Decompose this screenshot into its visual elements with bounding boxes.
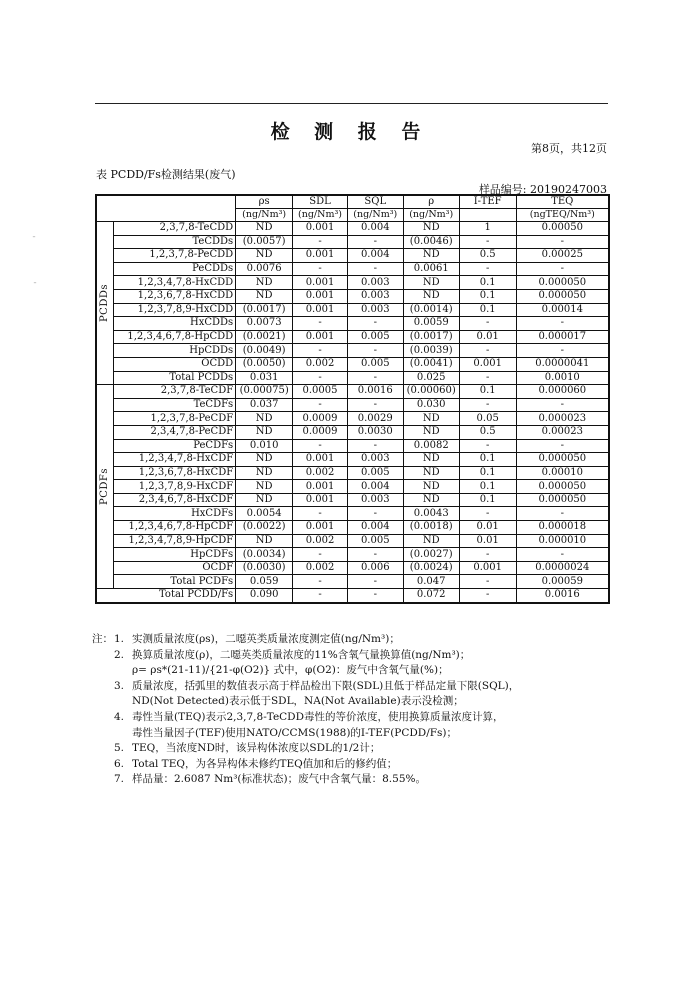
cell-itef: 0.1 <box>459 385 516 399</box>
cell-rho-s: ND <box>236 493 293 507</box>
cell-rho: (0.00060) <box>403 385 459 399</box>
cell-rho-s: 0.010 <box>236 439 293 453</box>
cell-sql: - <box>347 507 403 521</box>
cell-rho-s: ND <box>236 480 293 494</box>
header-rho-s: ρs <box>236 195 293 209</box>
cell-teq: - <box>516 262 609 276</box>
cell-sdl: - <box>293 317 348 331</box>
compound-name: 1,2,3,7,8-PeCDD <box>113 249 235 263</box>
cell-teq: - <box>516 235 609 249</box>
compound-name: 2,3,7,8-TeCDD <box>113 222 235 236</box>
cell-rho: (0.0039) <box>403 344 459 358</box>
compound-name: PeCDFs <box>113 439 235 453</box>
cell-rho: ND <box>403 466 459 480</box>
pcdd-pcdf-results-table <box>95 194 610 604</box>
table-row <box>96 249 609 263</box>
compound-name: 1,2,3,6,7,8-HxCDD <box>113 289 235 303</box>
cell-sdl: 0.001 <box>293 289 348 303</box>
compound-name: 1,2,3,4,7,8-HxCDD <box>113 276 235 290</box>
group-label <box>96 385 113 589</box>
cell-teq: 0.000017 <box>516 330 609 344</box>
table-row <box>96 507 609 521</box>
table-row <box>96 548 609 562</box>
cell-rho: 0.0061 <box>403 262 459 276</box>
table-row <box>96 385 609 399</box>
cell-rho-s: ND <box>236 534 293 548</box>
unit-sql: (ng/Nm³) <box>347 209 403 222</box>
report-title: 检 测 报 告 <box>270 121 430 143</box>
cell-rho-s: ND <box>236 412 293 426</box>
table-row <box>96 317 609 331</box>
cell-rho: (0.0041) <box>403 357 459 371</box>
note-number: 6. <box>114 757 125 770</box>
cell-sdl: 0.001 <box>293 249 348 263</box>
table-row <box>96 425 609 439</box>
cell-itef: 0.001 <box>459 561 516 575</box>
cell-rho-s: 0.037 <box>236 398 293 412</box>
cell-itef: - <box>459 398 516 412</box>
cell-sql: 0.003 <box>347 303 403 317</box>
note-number: 2. <box>114 648 125 661</box>
compound-name: 1,2,3,4,6,7,8-HpCDD <box>113 330 235 344</box>
cell-teq: 0.0000041 <box>516 357 609 371</box>
cell-sql: 0.0029 <box>347 412 403 426</box>
cell-itef: 0.5 <box>459 425 516 439</box>
header-sql: SQL <box>347 195 403 209</box>
cell-sql: 0.004 <box>347 249 403 263</box>
cell-teq: 0.00059 <box>516 575 609 589</box>
note-item <box>114 772 634 788</box>
cell-rho-s: ND <box>236 425 293 439</box>
cell-rho: (0.0017) <box>403 330 459 344</box>
cell-sdl: - <box>293 589 348 603</box>
compound-name: Total PCDD/Fs <box>96 589 236 603</box>
unit-itef <box>459 209 516 222</box>
compound-name: PeCDDs <box>113 262 235 276</box>
cell-sql: - <box>347 317 403 331</box>
cell-teq: 0.00023 <box>516 425 609 439</box>
note-text: Total TEQ，为各异构体未修约TEQ值加和后的修约值； <box>132 757 398 770</box>
cell-sdl: 0.002 <box>293 561 348 575</box>
cell-teq: 0.00014 <box>516 303 609 317</box>
cell-teq: 0.000023 <box>516 412 609 426</box>
cell-rho-s: (0.0030) <box>236 561 293 575</box>
table-row <box>96 289 609 303</box>
cell-sql: 0.006 <box>347 561 403 575</box>
compound-name: HpCDFs <box>113 548 235 562</box>
cell-rho: 0.0043 <box>403 507 459 521</box>
cell-teq: 0.00010 <box>516 466 609 480</box>
notes-list <box>114 632 634 788</box>
cell-rho-s: 0.031 <box>236 371 293 385</box>
cell-sql: 0.005 <box>347 466 403 480</box>
cell-rho-s: (0.0057) <box>236 235 293 249</box>
table-row <box>96 439 609 453</box>
compound-name: HpCDDs <box>113 344 235 358</box>
table-row <box>96 276 609 290</box>
cell-sql: - <box>347 589 403 603</box>
cell-sql: 0.004 <box>347 480 403 494</box>
table-row <box>96 453 609 467</box>
cell-teq: 0.000050 <box>516 493 609 507</box>
header-blank <box>96 195 236 222</box>
cell-rho: 0.030 <box>403 398 459 412</box>
cell-rho: ND <box>403 249 459 263</box>
cell-rho: 0.0082 <box>403 439 459 453</box>
scan-mark: ˉ <box>32 236 36 245</box>
cell-sdl: 0.001 <box>293 521 348 535</box>
cell-sql: 0.005 <box>347 357 403 371</box>
cell-sdl: 0.002 <box>293 357 348 371</box>
note-item <box>114 648 634 679</box>
cell-teq: 0.000060 <box>516 385 609 399</box>
cell-rho-s: 0.059 <box>236 575 293 589</box>
cell-sql: - <box>347 371 403 385</box>
note-subtext: ND(Not Detected)表示低于SDL，NA(Not Available)表示没检测； <box>132 695 464 708</box>
cell-itef: - <box>459 317 516 331</box>
note-subtext: 毒性当量因子(TEF)使用NATO/CCMS(1988)的I-TEF(PCDD/Fs)； <box>132 726 458 739</box>
cell-itef: 0.01 <box>459 330 516 344</box>
cell-sdl: - <box>293 262 348 276</box>
header-sdl: SDL <box>293 195 348 209</box>
cell-rho-s: ND <box>236 453 293 467</box>
cell-itef: 0.1 <box>459 289 516 303</box>
cell-itef: 0.1 <box>459 276 516 290</box>
cell-teq: 0.0000024 <box>516 561 609 575</box>
table-row <box>96 493 609 507</box>
cell-sql: 0.003 <box>347 453 403 467</box>
cell-itef: - <box>459 589 516 603</box>
table-row <box>96 480 609 494</box>
cell-itef: 0.1 <box>459 466 516 480</box>
cell-teq: - <box>516 344 609 358</box>
unit-rho-s: (ng/Nm³) <box>236 209 293 222</box>
note-item <box>114 757 634 773</box>
cell-sdl: 0.001 <box>293 480 348 494</box>
cell-teq: 0.000050 <box>516 276 609 290</box>
note-subtext: ρ= ρs*(21-11)/{21-φ(O2)} 式中，φ(O2)：废气中含氧气量(%)； <box>132 664 449 677</box>
cell-sql: 0.003 <box>347 289 403 303</box>
compound-name: 1,2,3,7,8,9-HxCDF <box>113 480 235 494</box>
sample-number: 样品编号: 20190247003 <box>478 183 607 196</box>
cell-itef: 0.05 <box>459 412 516 426</box>
cell-itef: - <box>459 548 516 562</box>
cell-itef: 0.1 <box>459 303 516 317</box>
compound-name: Total PCDFs <box>113 575 235 589</box>
cell-rho: (0.0024) <box>403 561 459 575</box>
cell-sql: 0.003 <box>347 276 403 290</box>
cell-rho-s: ND <box>236 249 293 263</box>
cell-sdl: 0.001 <box>293 453 348 467</box>
group-label-text: PCDDs <box>98 284 110 323</box>
note-item <box>114 710 634 741</box>
cell-teq: 0.00025 <box>516 249 609 263</box>
cell-itef: 1 <box>459 222 516 236</box>
cell-teq: 0.0010 <box>516 371 609 385</box>
compound-name: HxCDFs <box>113 507 235 521</box>
cell-itef: - <box>459 507 516 521</box>
cell-sdl: - <box>293 398 348 412</box>
compound-name: Total PCDDs <box>113 371 235 385</box>
note-text: 换算质量浓度(ρ)，二噁英类质量浓度的11%含氧气量换算值(ng/Nm³)； <box>132 648 471 661</box>
cell-itef: 0.1 <box>459 493 516 507</box>
table-caption: 表 PCDD/Fs检测结果(废气) <box>96 168 236 181</box>
compound-name: TeCDFs <box>113 398 235 412</box>
cell-teq: - <box>516 548 609 562</box>
table-row <box>96 466 609 480</box>
header-row <box>96 195 609 209</box>
cell-sql: 0.005 <box>347 330 403 344</box>
table-row <box>96 521 609 535</box>
table-row <box>96 575 609 589</box>
cell-sdl: - <box>293 507 348 521</box>
cell-rho-s: ND <box>236 466 293 480</box>
cell-sdl: 0.001 <box>293 330 348 344</box>
cell-itef: - <box>459 262 516 276</box>
table-row <box>96 371 609 385</box>
cell-rho-s: (0.0034) <box>236 548 293 562</box>
cell-teq: - <box>516 317 609 331</box>
compound-name: 2,3,4,7,8-PeCDF <box>113 425 235 439</box>
cell-rho: ND <box>403 276 459 290</box>
cell-sdl: 0.001 <box>293 222 348 236</box>
cell-teq: 0.000018 <box>516 521 609 535</box>
notes-label: 注： <box>92 633 113 645</box>
compound-name: 1,2,3,7,8,9-HxCDD <box>113 303 235 317</box>
cell-rho: ND <box>403 480 459 494</box>
cell-rho-s: (0.00075) <box>236 385 293 399</box>
cell-sdl: - <box>293 344 348 358</box>
unit-teq: (ngTEQ/Nm³) <box>516 209 609 222</box>
cell-itef: 0.1 <box>459 453 516 467</box>
header-rule <box>95 103 608 104</box>
cell-sql: 0.003 <box>347 493 403 507</box>
compound-name: 1,2,3,7,8-PeCDF <box>113 412 235 426</box>
header-itef: I-TEF <box>459 195 516 209</box>
cell-sdl: - <box>293 235 348 249</box>
cell-rho: ND <box>403 412 459 426</box>
cell-rho: ND <box>403 453 459 467</box>
note-number: 1. <box>114 633 125 645</box>
cell-rho-s: ND <box>236 222 293 236</box>
note-text: 质量浓度，括弧里的数值表示高于样品检出下限(SDL)且低于样品定量下限(SQL)， <box>132 679 520 692</box>
note-text: 实测质量浓度(ρs)，二噁英类质量浓度测定值(ng/Nm³)； <box>132 633 400 645</box>
cell-itef: - <box>459 235 516 249</box>
group-label-text: PCDFs <box>98 468 110 506</box>
cell-rho-s: (0.0050) <box>236 357 293 371</box>
cell-sql: - <box>347 235 403 249</box>
compound-name: 1,2,3,4,6,7,8-HpCDF <box>113 521 235 535</box>
page-info: 第8页，共12页 <box>531 142 607 155</box>
cell-sql: 0.005 <box>347 534 403 548</box>
note-item <box>114 679 634 710</box>
unit-sdl: (ng/Nm³) <box>293 209 348 222</box>
compound-name: OCDD <box>113 357 235 371</box>
table-row <box>96 534 609 548</box>
compound-name: 1,2,3,6,7,8-HxCDF <box>113 466 235 480</box>
total-row <box>96 589 609 603</box>
cell-rho: ND <box>403 425 459 439</box>
cell-sql: 0.004 <box>347 222 403 236</box>
cell-teq: - <box>516 398 609 412</box>
compound-name: 1,2,3,4,7,8-HxCDF <box>113 453 235 467</box>
cell-rho: 0.025 <box>403 371 459 385</box>
note-text: 样品量：2.6087 Nm³(标准状态)；废气中含氧气量：8.55%。 <box>132 773 426 786</box>
cell-itef: 0.01 <box>459 521 516 535</box>
compound-name: OCDF <box>113 561 235 575</box>
cell-sdl: 0.0009 <box>293 425 348 439</box>
note-text: TEQ，当浓度ND时，该异构体浓度以SDL的1/2计； <box>132 742 381 755</box>
compound-name: 2,3,7,8-TeCDF <box>113 385 235 399</box>
cell-rho: 0.047 <box>403 575 459 589</box>
note-number: 4. <box>114 710 125 723</box>
cell-itef: - <box>459 575 516 589</box>
cell-sql: - <box>347 398 403 412</box>
group-label <box>96 222 113 385</box>
table-row <box>96 235 609 249</box>
cell-rho-s: 0.0073 <box>236 317 293 331</box>
cell-sdl: 0.002 <box>293 534 348 548</box>
cell-teq: 0.00050 <box>516 222 609 236</box>
note-number: 3. <box>114 679 125 692</box>
cell-sdl: 0.0005 <box>293 385 348 399</box>
cell-teq: - <box>516 439 609 453</box>
table-row <box>96 262 609 276</box>
cell-sdl: 0.001 <box>293 303 348 317</box>
cell-teq: 0.0016 <box>516 589 609 603</box>
cell-sql: 0.0030 <box>347 425 403 439</box>
cell-rho-s: (0.0021) <box>236 330 293 344</box>
cell-sql: - <box>347 344 403 358</box>
cell-itef: - <box>459 371 516 385</box>
cell-itef: 0.1 <box>459 480 516 494</box>
cell-sdl: 0.001 <box>293 276 348 290</box>
note-item <box>114 632 634 648</box>
cell-itef: - <box>459 439 516 453</box>
cell-teq: 0.000010 <box>516 534 609 548</box>
cell-rho-s: (0.0017) <box>236 303 293 317</box>
table-row <box>96 303 609 317</box>
unit-rho: (ng/Nm³) <box>403 209 459 222</box>
note-text: 毒性当量(TEQ)表示2,3,7,8-TeCDD毒性的等价浓度，使用换算质量浓度计算， <box>132 710 504 723</box>
cell-sdl: 0.0009 <box>293 412 348 426</box>
table-row <box>96 222 609 236</box>
cell-rho-s: 0.090 <box>236 589 293 603</box>
cell-rho: ND <box>403 493 459 507</box>
table-row <box>96 398 609 412</box>
cell-itef: - <box>459 344 516 358</box>
cell-sdl: 0.001 <box>293 493 348 507</box>
cell-teq: 0.000050 <box>516 453 609 467</box>
table-row <box>96 330 609 344</box>
cell-sdl: - <box>293 548 348 562</box>
cell-rho: ND <box>403 289 459 303</box>
cell-rho: ND <box>403 222 459 236</box>
cell-rho: ND <box>403 534 459 548</box>
compound-name: 2,3,4,6,7,8-HxCDF <box>113 493 235 507</box>
table-row <box>96 412 609 426</box>
header-teq: TEQ <box>516 195 609 209</box>
compound-name: HxCDDs <box>113 317 235 331</box>
table-row <box>96 357 609 371</box>
cell-rho-s: 0.0076 <box>236 262 293 276</box>
note-item <box>114 741 634 757</box>
cell-sql: - <box>347 548 403 562</box>
cell-teq: - <box>516 507 609 521</box>
cell-itef: 0.5 <box>459 249 516 263</box>
cell-sql: 0.0016 <box>347 385 403 399</box>
cell-rho: (0.0027) <box>403 548 459 562</box>
cell-rho-s: (0.0049) <box>236 344 293 358</box>
cell-sql: 0.004 <box>347 521 403 535</box>
table-row <box>96 344 609 358</box>
cell-rho-s: (0.0022) <box>236 521 293 535</box>
cell-sql: - <box>347 575 403 589</box>
cell-rho-s: ND <box>236 289 293 303</box>
compound-name: 1,2,3,4,7,8,9-HpCDF <box>113 534 235 548</box>
table-row <box>96 561 609 575</box>
cell-itef: 0.001 <box>459 357 516 371</box>
cell-rho: (0.0014) <box>403 303 459 317</box>
compound-name: TeCDDs <box>113 235 235 249</box>
cell-rho-s: ND <box>236 276 293 290</box>
scan-mark: ˉ <box>33 282 37 291</box>
cell-sdl: 0.002 <box>293 466 348 480</box>
cell-sdl: - <box>293 439 348 453</box>
cell-teq: 0.000050 <box>516 480 609 494</box>
cell-sdl: - <box>293 575 348 589</box>
note-number: 5. <box>114 742 125 755</box>
cell-rho: 0.0059 <box>403 317 459 331</box>
cell-sdl: - <box>293 371 348 385</box>
cell-itef: 0.01 <box>459 534 516 548</box>
cell-rho: (0.0018) <box>403 521 459 535</box>
cell-sql: - <box>347 439 403 453</box>
cell-rho: 0.072 <box>403 589 459 603</box>
cell-rho-s: 0.0054 <box>236 507 293 521</box>
note-number: 7. <box>114 773 125 786</box>
header-rho: ρ <box>403 195 459 209</box>
cell-teq: 0.000050 <box>516 289 609 303</box>
cell-rho: (0.0046) <box>403 235 459 249</box>
cell-sql: - <box>347 262 403 276</box>
